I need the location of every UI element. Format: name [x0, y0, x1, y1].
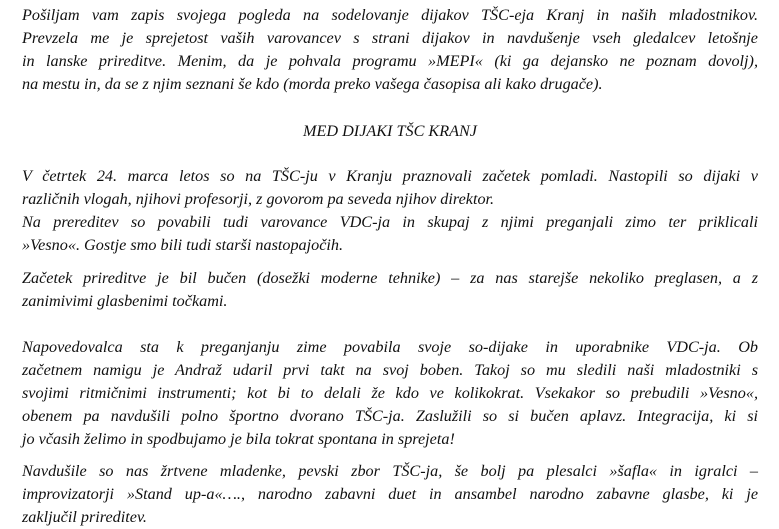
intro-line-1: Pošiljam vam zapis svojega pogleda na sodelovanje dijakov TŠC-eja Kranj in naših mladostnikov. [22, 6, 758, 24]
intro-line-4: na mestu in, da se z njim seznani še kdo (morda preko vašega časopisa ali kako drugače). [22, 75, 603, 93]
paragraph-4-line-3: zaključil prireditev. [22, 508, 147, 526]
paragraph-1-line-2: različnih vlogah, njihovi profesorji, z govorom pa seveda njihov direktor. [22, 190, 495, 208]
paragraph-1-line-3: Na prereditev so povabili tudi varovance VDC-ja in skupaj z njimi preganjali zimo ter priklicali [22, 213, 758, 231]
paragraph-1-line-4: »Vesno«. Gostje smo bili tudi starši nastopajočih. [22, 236, 344, 254]
paragraph-4-line-1: Navdušile so nas žrtvene mladenke, pevski zbor TŠC-ja, še bolj pa plesalci »šafla« in igralci – [22, 462, 758, 480]
paragraph-1-line-1: V četrtek 24. marca letos so na TŠC-ju v Kranju praznovali začetek pomladi. Nastopili so dijaki v [22, 167, 758, 185]
paragraph-2 [22, 267, 758, 313]
paragraph-3-line-5: jo včasih želimo in spodbujamo je bila tokrat spontana in sprejeta! [22, 430, 455, 448]
intro-paragraph [22, 4, 758, 96]
paragraph-3-line-3: svojimi ritmičnimi instrumenti; kot bi to delali že kdo ve kolikokrat. Vsekakor so prebudili »Vesno«, [22, 384, 758, 402]
paragraph-2-line-2: zanimivimi glasbenimi točkami. [22, 292, 228, 310]
article-heading: MED DIJAKI TŠC KRANJ [303, 122, 477, 140]
intro-line-2: Prevzela me je sprejetost vaših varovancev s strani dijakov in navdušenje vseh gledalcev letošnje [22, 29, 758, 47]
paragraph-3-line-4: obenem pa navdušili polno športno dvorano TŠC-ja. Zaslužili so si bučen aplavz. Integracija, ki si [22, 407, 758, 425]
paragraph-3-line-1: Napovedovalca sta k preganjanju zime povabila svoje so-dijake in uporabnike VDC-ja. Ob [22, 338, 758, 356]
paragraph-3-line-2: začetnem namigu je Andraž udaril prvi takt na svoj boben. Takoj so mu sledili naši mladostniki s [22, 361, 758, 379]
paragraph-2-line-1: Začetek prireditve je bil bučen (dosežki moderne tehnike) – za nas starejše nekoliko preglasen, a z [22, 269, 758, 287]
paragraph-3 [22, 336, 758, 451]
paragraph-4-line-2: improvizatorji »Stand up-a«…., narodno zabavni duet in ansambel narodno zabavne glasbe, ki je [22, 485, 758, 503]
intro-line-3: in lanske prireditve. Menim, da je pohvala programu »MEPI« (ki ga dejansko ne poznam dovolj), [22, 52, 758, 70]
paragraph-1 [22, 165, 758, 257]
